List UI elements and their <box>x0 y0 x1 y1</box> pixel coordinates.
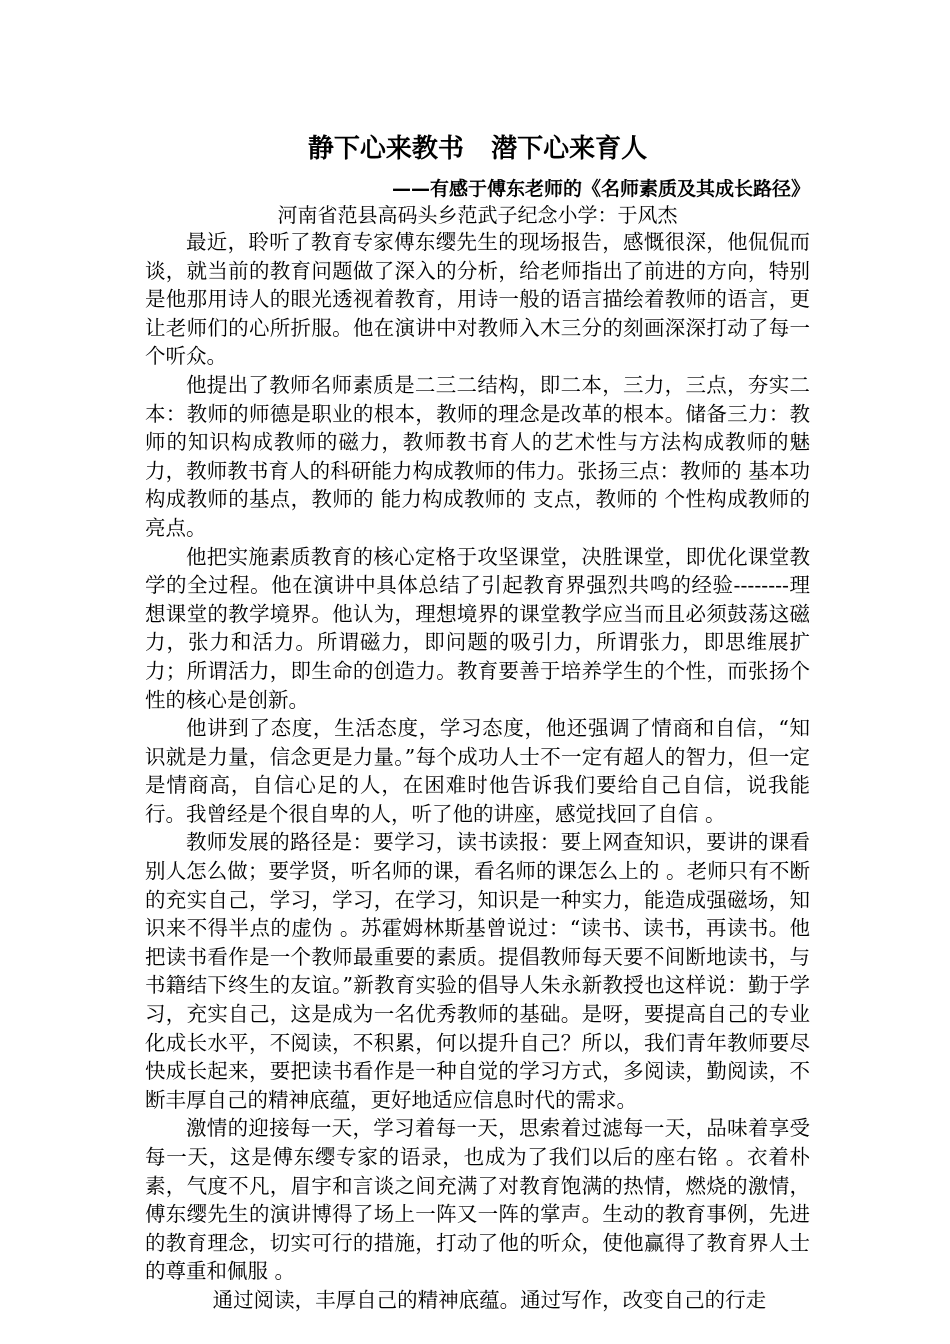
page-subtitle: ——有感于傅东老师的《名师素质及其成长路径》 <box>391 178 810 200</box>
page-title: 静下心来教书 潜下心来育人 <box>307 134 648 164</box>
paragraph-2: 他提出了教师名师素质是二三二结构，即二本，三力，三点，夯实二本：教师的师德是职业的根本，教师的理念是改革的根本。储备三力：教师的知识构成教师的磁力，教师教书育人的艺术性与方法构成教师的魅力，教师教书育人的科研能力构成教师的伟力。张扬三点：教师的 基本功构成教师的基点，教师的 能力构成教师的 支点，教师的 个性构成教师的亮点。 <box>145 372 810 540</box>
paragraph-5: 教师发展的路径是：要学习，读书读报：要上网查知识，要讲的课看别人怎么做；要学贤，听名师的课，看名师的课怎么上的 。老师只有不断的充实自己，学习，学习，在学习，知识是一种实力，能造成强磁场，知识来不得半点的虚伪 。苏霍姆林斯基曾说过：“读书、读书，再读书。他把读书看作是一个教师最重要的素质。提倡教师每天要不间断地读书，与书籍结下终生的友谊。”新教育实验的倡导人朱永新教授也这样说：勤于学习，充实自己，这是成为一名优秀教师的基础。是呀，要提高自己的专业化成长水平，不阅读，不积累，何以提升自己？所以，我们青年教师要尽快成长起来，要把读书看作是一种自觉的学习方式，多阅读，勤阅读，不断丰厚自己的精神底蕴，更好地适应信息时代的需求。 <box>145 830 810 1112</box>
paragraph-3: 他把实施素质教育的核心定格于攻坚课堂，决胜课堂，即优化课堂教学的全过程。他在演讲中具体总结了引起教育界强烈共鸣的经验--------理想课堂的教学境界。他认为，理想境界的课堂教学应当而且必须鼓荡这磁力，张力和活力。所谓磁力，即问题的吸引力，所谓张力，即思维展扩力；所谓活力，即生命的创造力。教育要善于培养学生的个性，而张扬个性的核心是创新。 <box>145 544 810 712</box>
paragraph-1: 最近，聆听了教育专家傅东缨先生的现场报告，感慨很深，他侃侃而谈，就当前的教育问题做了深入的分析，给老师指出了前进的方向，特别是他那用诗人的眼光透视着教育，用诗一般的语言描绘着教师的语言，更让老师们的心所折服。他在演讲中对教师入木三分的刻画深深打动了每一个听众。 <box>145 230 810 369</box>
paragraph-4: 他讲到了态度，生活态度，学习态度，他还强调了情商和自信，“知识就是力量，信念更是力量。”每个成功人士不一定有超人的智力，但一定是情商高，自信心足的人，在困难时他告诉我们要给自己自信，说我能行。我曾经是个很自卑的人，听了他的讲座，感觉找回了自信 。 <box>145 716 810 826</box>
author-line: 河南省范县高码头乡范武子纪念小学：于风杰 <box>277 203 678 227</box>
document-body <box>145 132 810 1315</box>
paragraph-6: 激情的迎接每一天，学习着每一天，思索着过滤每一天，品味着享受每一天，这是傅东缨专家的语录，也成为了我们以后的座右铭 。衣着朴素，气度不凡，眉宇和言谈之间充满了对教育饱满的热情，燃烧的激情，傅东缨先生的演讲博得了场上一阵又一阵的掌声。生动的教育事例，先进的教育理念，切实可行的措施，打动了他的听众，使他赢得了教育界人士的尊重和佩服 。 <box>145 1116 810 1284</box>
paragraph-7: 通过阅读，丰厚自己的精神底蕴。通过写作，改变自己的行走 <box>212 1287 767 1312</box>
